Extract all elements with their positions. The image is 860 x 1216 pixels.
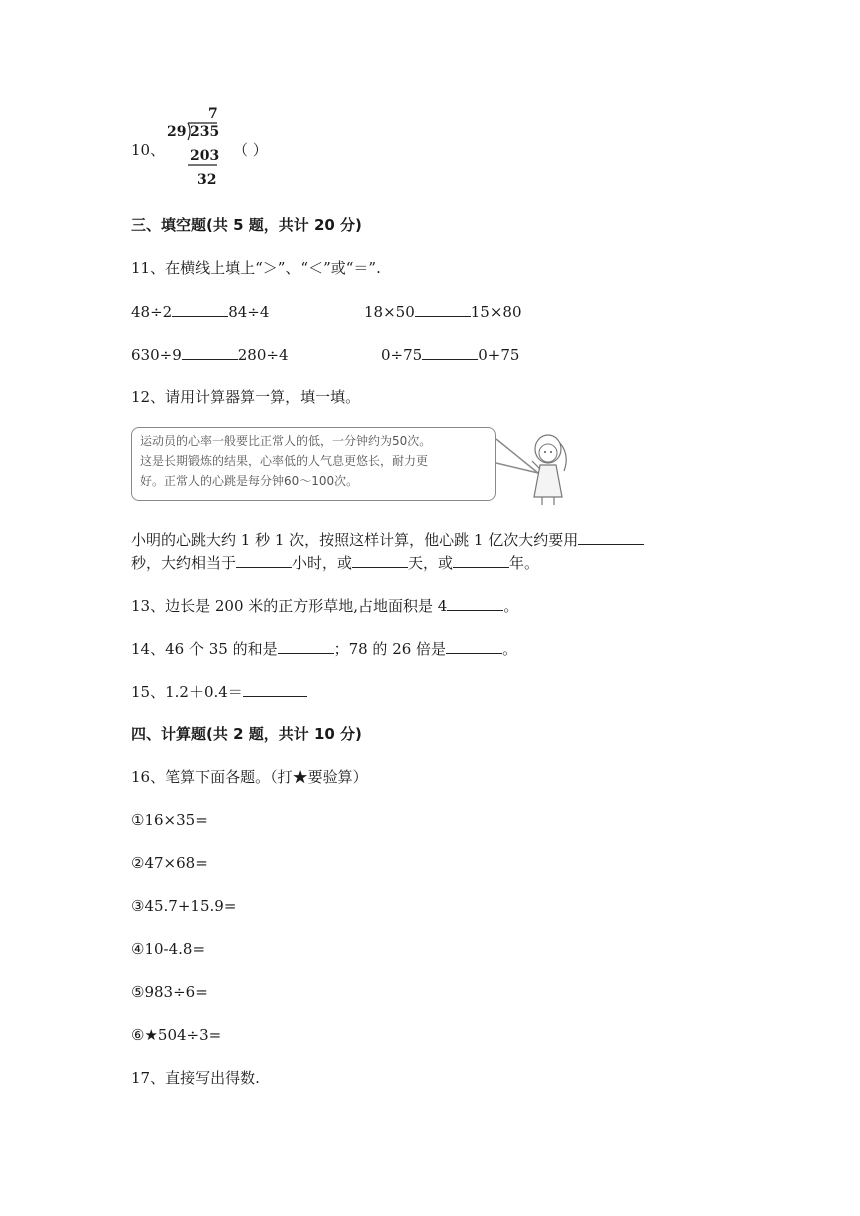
dividend: 235 — [190, 124, 220, 140]
blank[interactable] — [243, 680, 307, 697]
q11-row1-left: 48÷2 84÷4 — [131, 300, 269, 323]
q13-text: 13、边长是 200 米的正方形草地,占地面积是 4 。 — [131, 594, 518, 617]
quotient: 7 — [208, 106, 218, 122]
q11-row1-right: 18×50 15×80 — [364, 300, 522, 323]
blank[interactable] — [447, 594, 503, 611]
remainder: 32 — [197, 172, 217, 188]
q14-text: 14、46 个 35 的和是 ；78 的 26 倍是 。 — [131, 637, 517, 660]
girl-illustration-icon — [490, 425, 570, 507]
q11-row2-right: 0÷75 0+75 — [381, 343, 519, 366]
callout-line: 这是长期锻炼的结果，心率低的人气息更悠长，耐力更 — [140, 454, 429, 468]
blank[interactable] — [236, 551, 292, 568]
callout-line: 好。正常人的心跳是每分钟60～100次。 — [140, 474, 359, 488]
q15-text: 15、1.2＋0.4＝ — [131, 680, 307, 703]
q11-prompt: 11、在横线上填上“＞”、“＜”或“＝”. — [131, 259, 381, 277]
q10-answer-paren[interactable]: （ ） — [233, 141, 268, 159]
blank[interactable] — [453, 551, 509, 568]
q12-text1: 小明的心跳大约 1 秒 1 次，按照这样计算，他心跳 1 亿次大约要用 — [131, 528, 644, 551]
blank[interactable] — [415, 300, 471, 317]
q16-item: ③45.7+15.9= — [131, 897, 237, 915]
q10-number: 10、 — [131, 141, 166, 159]
blank[interactable] — [578, 528, 644, 545]
section4-heading: 四、计算题(共 2 题，共计 10 分) — [131, 725, 362, 743]
blank[interactable] — [278, 637, 334, 654]
blank[interactable] — [182, 343, 238, 360]
callout-line: 运动员的心率一般要比正常人的低，一分钟约为50次。 — [140, 434, 432, 448]
blank[interactable] — [422, 343, 478, 360]
q16-item: ①16×35= — [131, 811, 208, 829]
q16-item: ②47×68= — [131, 854, 208, 872]
q12-text2: 秒，大约相当于 小时，或 天，或 年。 — [131, 551, 539, 574]
q11-row2-left: 630÷9 280÷4 — [131, 343, 289, 366]
divisor: 29 — [167, 124, 187, 140]
blank[interactable] — [446, 637, 502, 654]
speech-callout — [131, 427, 496, 501]
q16-item: ④10-4.8= — [131, 940, 206, 958]
q16-item: ⑤983÷6= — [131, 983, 208, 1001]
blank[interactable] — [352, 551, 408, 568]
section3-heading: 三、填空题(共 5 题，共计 20 分) — [131, 216, 362, 234]
q12-prompt: 12、请用计算器算一算，填一填。 — [131, 388, 361, 406]
q17-prompt: 17、直接写出得数. — [131, 1069, 260, 1087]
long-division — [165, 104, 225, 194]
q16-item: ⑥★504÷3= — [131, 1026, 222, 1044]
blank[interactable] — [172, 300, 228, 317]
product: 203 — [190, 148, 220, 164]
q16-prompt: 16、笔算下面各题。（打★要验算） — [131, 768, 368, 786]
